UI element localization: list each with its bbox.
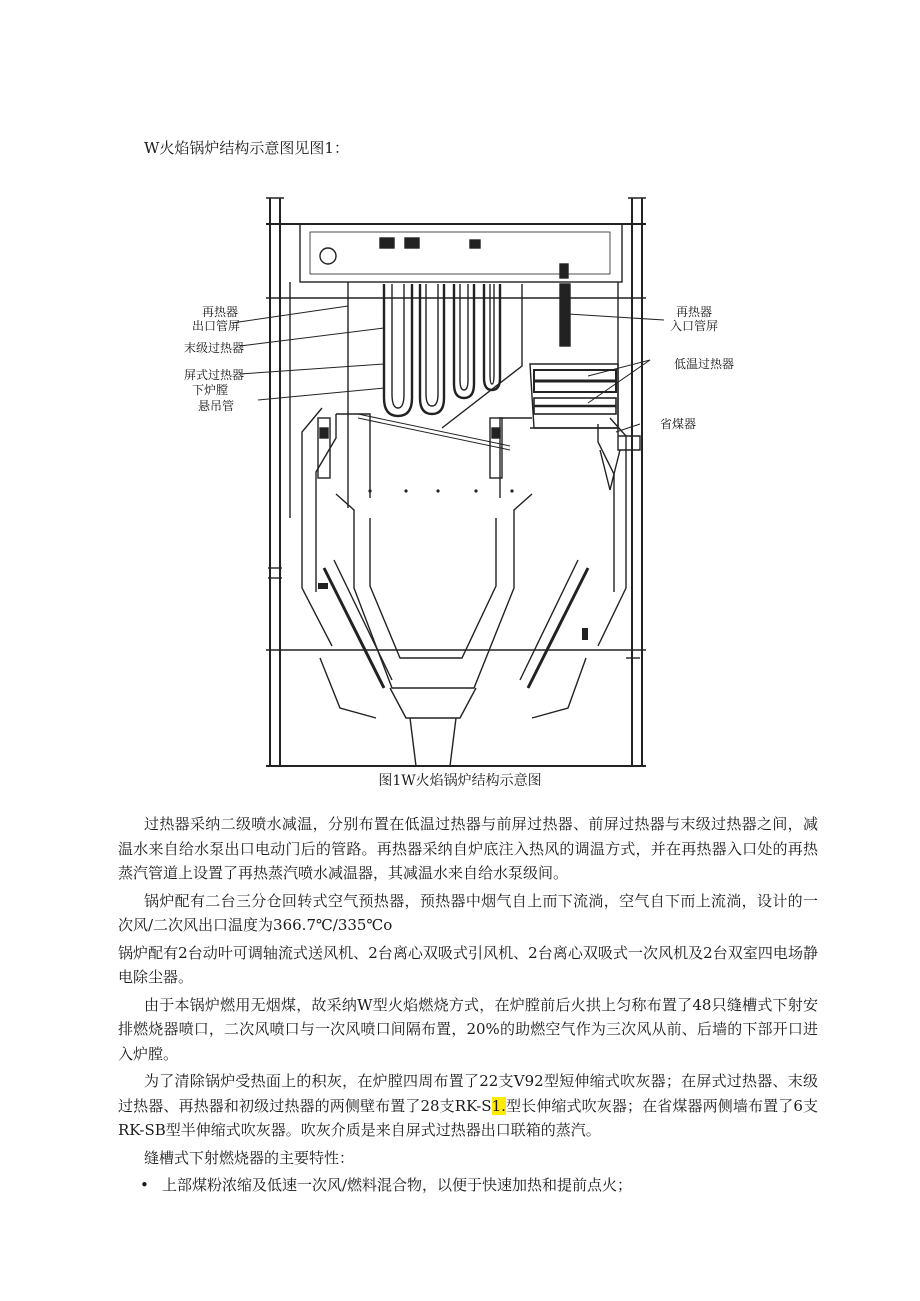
bullet-icon: • — [140, 1176, 149, 1194]
intro-text: W火焰锅炉结构示意图见图1： — [144, 139, 349, 157]
paragraph: 锅炉配有二台三分仓回转式空气预热器，预热器中烟气自上而下流淌，空气自下而上流淌，设计的一次风/二次风出口温度为366.7℃/335℃o — [118, 891, 818, 934]
paragraph: 锅炉配有2台动叶可调轴流式送风机、2台离心双吸式引风机、2台离心双吸式一次风机及2台双室四电场静电除尘器。 — [118, 943, 818, 986]
bullet-item — [118, 1173, 818, 1198]
label-reheater-outlet-2: 出口管屏 — [192, 319, 241, 333]
label-platen-superheater: 屏式过热器 — [184, 368, 245, 382]
label-economizer: 省煤器 — [660, 417, 697, 431]
paragraph — [118, 1069, 818, 1143]
label-reheater-inlet-2: 入口管屏 — [670, 319, 719, 333]
paragraph: 过热器采纳二级喷水减温，分别布置在低温过热器与前屏过热器、前屏过热器与末级过热器之间，减温水来自给水泵出口电动门后的管路。再热器采纳自炉底注入热风的调温方式，并在再热器入口处的再热蒸汽管道上设置了再热蒸汽喷水减温器，其减温水来自给水泵级间。 — [118, 815, 818, 882]
bullet-text: 上部煤粉浓缩及低速一次风/燃料混合物，以便于快速加热和提前点火； — [162, 1176, 633, 1194]
paragraph: 由于本锅炉燃用无烟煤，故采纳W型火焰燃烧方式，在炉膛前后火拱上匀称布置了48只缝槽式下射安排燃烧器喷口，二次风喷口与一次风喷口间隔布置，20%的助燃空气作为三次风从前、后墙的下部开口进入炉膛。 — [118, 995, 818, 1063]
label-reheater-inlet-1: 再热器 — [676, 305, 713, 319]
paragraph: 缝槽式下射燃烧器的主要特性： — [144, 1148, 355, 1167]
highlighted-text: 1. — [491, 1096, 506, 1115]
figure-caption: 图1W火焰锅炉结构示意图 — [378, 773, 542, 789]
paragraph-part: 为了清除锅炉受热面上的积灰，在炉膛四周布置了22支V92型短伸缩式吹灰器；在屏式过热器、末级过热器、再热器和初级过热器的两侧壁布置了28支RK-S — [118, 1072, 818, 1115]
label-lower-furnace-2: 悬吊管 — [198, 399, 235, 413]
label-reheater-outlet-1: 再热器 — [202, 305, 239, 319]
boiler-diagram — [170, 188, 750, 768]
paragraph-part: 型长伸缩式吹灰器；在省煤器两侧墙布置了6支RK-SB型半伸缩式吹灰器。吹灰介质是来自屏式过热器出口联箱的蒸汽。 — [118, 1096, 819, 1139]
body-text — [118, 812, 818, 1201]
label-lower-furnace-1: 下炉膛 — [192, 383, 229, 397]
label-low-temp-superheater: 低温过热器 — [674, 357, 735, 371]
label-final-superheater: 末级过热器 — [184, 341, 245, 355]
